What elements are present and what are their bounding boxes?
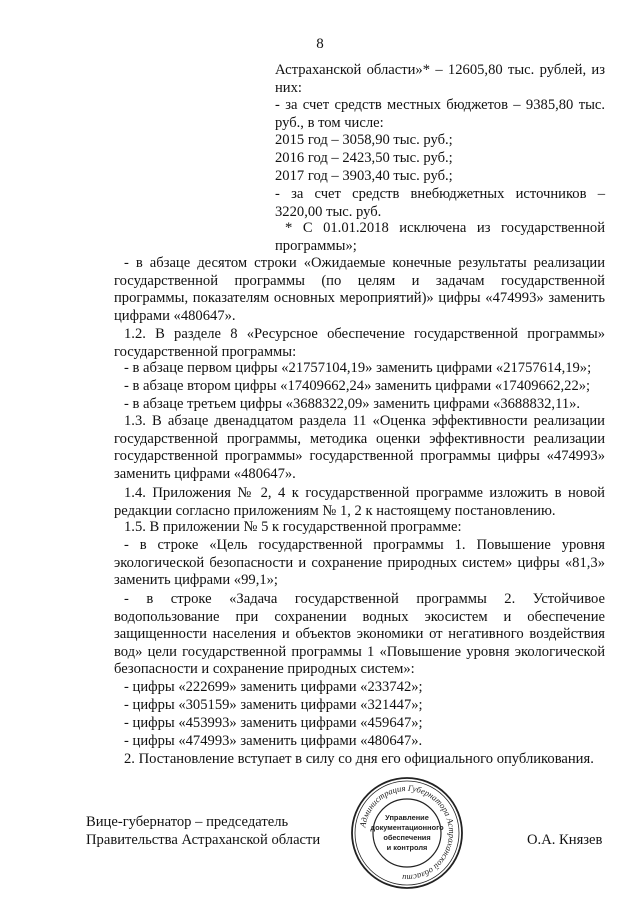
stamp-center-line-3: обеспечения <box>383 833 431 842</box>
section-1-5: 1.5. В приложении № 5 к государственной программе: <box>124 519 462 535</box>
year-2017-line: 2017 год – 3903,40 тыс. руб.; <box>275 168 453 184</box>
footnote: * С 01.01.2018 исключена из государственной программы»; <box>275 220 605 254</box>
signatory-title-line-2: Правительства Астраханской области <box>86 832 321 848</box>
section-1-3: 1.3. В абзаце двенадцатом раздела 11 «Оценка эффективности реализации государственной программы, методика оценки эффективности реализации государственной программы» государственной программы цифры «474993» заменить цифрами «480647». <box>114 413 605 482</box>
section-1-2: 1.2. В разделе 8 «Ресурсное обеспечение государственной программы» государственной программы: <box>114 326 605 360</box>
stamp-center-line-4: и контроля <box>386 843 428 852</box>
signatory-name: О.А. Князев <box>527 832 603 848</box>
local-budgets-line: - за счет средств местных бюджетов – 9385,80 тыс. руб., в том числе: <box>275 97 605 131</box>
replacement-3: - цифры «453993» заменить цифрами «459647»; <box>124 715 423 731</box>
section-1-2-item-1: - в абзаце первом цифры «21757104,19» заменить цифрами «21757614,19»; <box>124 360 592 376</box>
extrabudgetary-line: - за счет средств внебюджетных источников – 3220,00 тыс. руб. <box>275 186 605 220</box>
year-2016-line: 2016 год – 2423,50 тыс. руб.; <box>275 150 453 166</box>
stamp-ring-text: Администрация Губернатора Астраханской области <box>357 782 458 884</box>
official-stamp <box>349 775 465 891</box>
section-1-2-item-2: - в абзаце втором цифры «17409662,24» заменить цифрами «17409662,22»; <box>124 378 591 394</box>
stamp-center-line-2: документационного <box>370 823 444 832</box>
funding-total: Астраханской области»* – 12605,80 тыс. рублей, из них: <box>275 62 605 96</box>
replacement-2: - цифры «305159» заменить цифрами «321447»; <box>124 697 423 713</box>
replacement-4: - цифры «474993» заменить цифрами «480647». <box>124 733 423 749</box>
section-1-4: 1.4. Приложения № 2, 4 к государственной программе изложить в новой редакции согласно приложениям № 1, 2 к настоящему постановлению. <box>114 485 605 519</box>
page-number: 8 <box>316 36 324 52</box>
paragraph-tenth: - в абзаце десятом строки «Ожидаемые конечные результаты реализации государственной программы (по целям и задачам государственной программы, показателям основных мероприятий)» цифры «474993» заменить цифрами «480647». <box>114 255 605 324</box>
signatory-title-line-1: Вице-губернатор – председатель <box>86 814 289 830</box>
section-1-5-item-1: - в строке «Цель государственной программы 1. Повышение уровня экологической безопасности и сохранение природных систем» цифры «81,3» заменить цифрами «99,1»; <box>114 537 605 589</box>
section-2: 2. Постановление вступает в силу со дня его официального опубликования. <box>124 751 594 767</box>
year-2015-line: 2015 год – 3058,90 тыс. руб.; <box>275 132 453 148</box>
replacement-1: - цифры «222699» заменить цифрами «233742»; <box>124 679 423 695</box>
section-1-2-item-3: - в абзаце третьем цифры «3688322,09» заменить цифрами «3688832,11». <box>124 396 581 412</box>
section-1-5-item-2: - в строке «Задача государственной программы 2. Устойчивое водопользование при сохранении водных экосистем и обеспечение защищенности населения и объектов экономики от негативного воздействия вод» цели государственной программы 1 «Повышение уровня экологической безопасности и сохранение природных систем»: <box>114 591 605 678</box>
stamp-center-line-1: Управление <box>385 813 429 822</box>
